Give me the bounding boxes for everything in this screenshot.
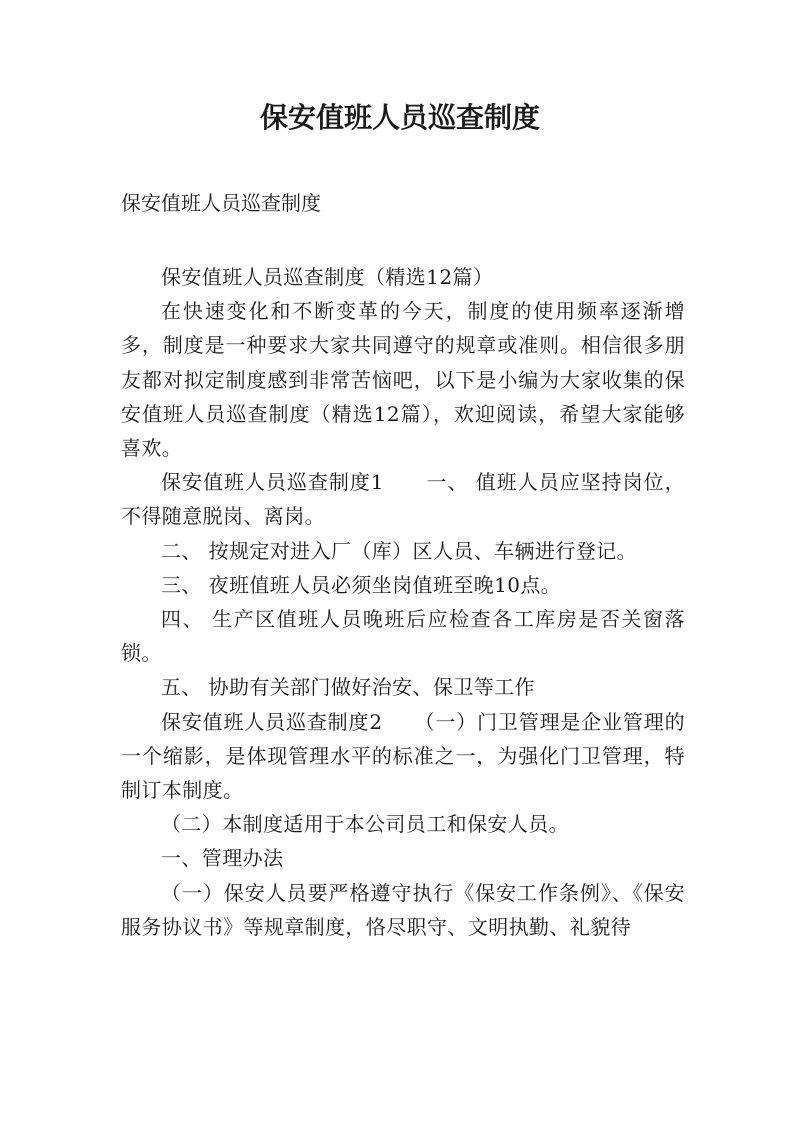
paragraph: 二、 按规定对进入厂（库）区人员、车辆进行登记。 — [161, 538, 637, 563]
document-title: 保安值班人员巡查制度 — [259, 101, 540, 134]
paragraph: （二）本制度适用于本公司员工和保安人员。 — [161, 812, 569, 837]
paragraph: 五、 协助有关部门做好治安、保卫等工作 — [161, 675, 535, 700]
document-body — [121, 260, 685, 944]
paragraph: 保安值班人员巡查制度（精选12篇） — [161, 265, 494, 289]
paragraph: 在快速变化和不断变革的今天，制度的使用频率逐渐增多，制度是一种要求大家共同遵守的规章或准则。相信很多朋友都对拟定制度感到非常苦恼吧，以下是小编为大家收集的保安值班人员巡查制度（精选12篇），欢迎阅读，希望大家能够喜欢。 — [121, 299, 685, 461]
paragraph: 保安值班人员巡查制度2 （一）门卫管理是企业管理的一个缩影，是体现管理水平的标准之一，为强化门卫管理，特制订本制度。 — [121, 709, 685, 803]
document-subtitle: 保安值班人员巡查制度 — [121, 191, 321, 215]
paragraph: 四、 生产区值班人员晚班后应检查各工库房是否关窗落锁。 — [121, 607, 685, 666]
paragraph: （一）保安人员要严格遵守执行《保安工作条例》、《保安服务协议书》等规章制度，恪尽职守、文明执勤、礼貌待 — [121, 880, 685, 939]
paragraph: 保安值班人员巡查制度1 一、 值班人员应坚持岗位，不得随意脱岗、离岗。 — [121, 470, 685, 529]
paragraph: 一、管理办法 — [161, 846, 284, 871]
paragraph: 三、 夜班值班人员必须坐岗值班至晚10点。 — [161, 572, 562, 597]
